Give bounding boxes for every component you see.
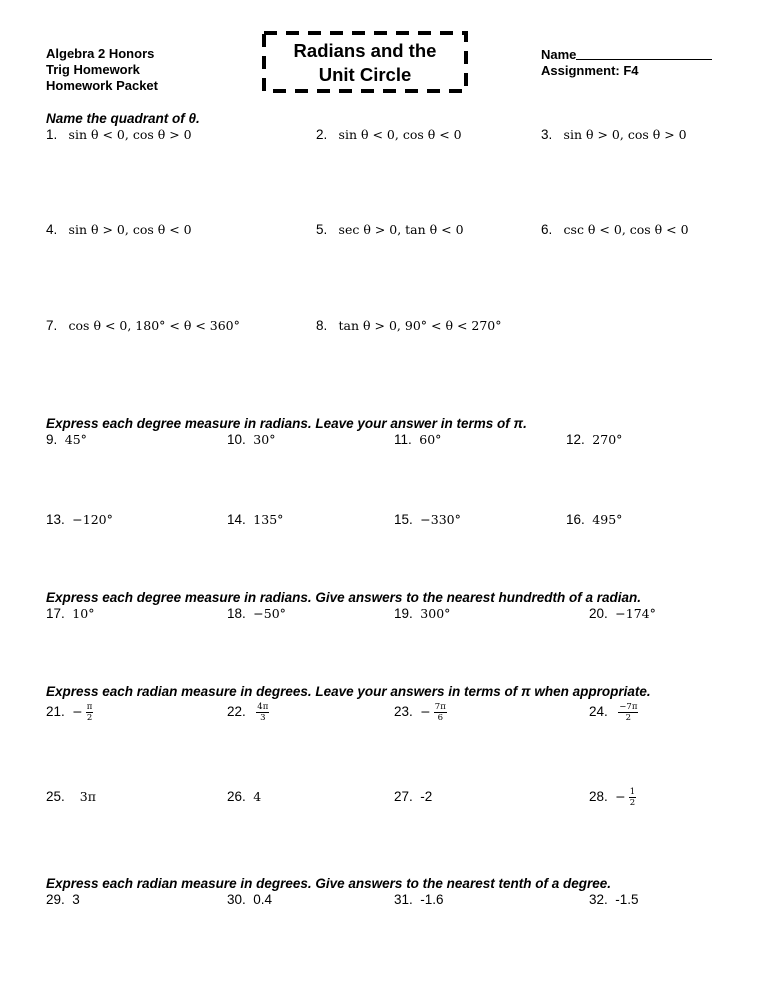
problem-number: 1. <box>46 127 58 142</box>
problem-expression: cos θ < 0, 180° < θ < 360° <box>68 318 240 333</box>
problem-expression: sin θ < 0, cos θ < 0 <box>338 127 462 142</box>
fraction <box>86 702 94 723</box>
numerator: 1 <box>629 787 636 797</box>
problem-5 <box>316 222 464 238</box>
problem-expression: 270° <box>592 432 623 447</box>
problem-number: 26. <box>227 789 246 804</box>
problem-10 <box>227 432 275 448</box>
problem-expression: −50° <box>253 606 286 621</box>
problem-number: 3. <box>541 127 553 142</box>
problem-14 <box>227 512 283 528</box>
problem-number: 28. <box>589 789 608 805</box>
problem-number: 21. <box>46 704 65 720</box>
fraction <box>434 702 447 723</box>
problem-expression: csc θ < 0, cos θ < 0 <box>563 222 689 237</box>
problem-number: 23. <box>394 704 413 720</box>
problem-expression: 3π <box>79 789 96 804</box>
problem-11 <box>394 432 441 448</box>
problem-expression: 300° <box>420 606 451 621</box>
problem-number: 17. <box>46 606 65 621</box>
problem-12 <box>566 432 622 448</box>
problem-number: 29. <box>46 892 65 907</box>
problem-expression: 45° <box>64 432 87 447</box>
problem-number: 16. <box>566 512 585 527</box>
assignment-label: Assignment: F4 <box>541 63 639 78</box>
problem-number: 20. <box>589 606 608 621</box>
problem-26 <box>227 789 261 805</box>
problem-number: 13. <box>46 512 65 527</box>
problem-expression: 3 <box>72 892 80 907</box>
problem-expression: 4 <box>253 789 262 804</box>
numerator: 4π <box>257 702 269 712</box>
problem-number: 19. <box>394 606 413 621</box>
problem-29 <box>46 892 80 908</box>
problem-expression: 495° <box>592 512 623 527</box>
denominator: 2 <box>629 798 636 808</box>
problem-16 <box>566 512 622 528</box>
fraction <box>618 702 638 723</box>
problem-13 <box>46 512 113 528</box>
problem-25 <box>46 789 96 805</box>
problem-number: 18. <box>227 606 246 621</box>
problem-expression: -1.5 <box>615 892 639 907</box>
section-heading-degrees-tenth: Express each radian measure in degrees. Give answers to the nearest tenth of a degree. <box>46 876 611 891</box>
problem-number: 8. <box>316 318 328 333</box>
section-heading-radians-pi: Express each degree measure in radians. Leave your answer in terms of π. <box>46 416 527 431</box>
problem-28 <box>589 787 637 808</box>
denominator: 2 <box>86 713 93 723</box>
problem-number: 24. <box>589 704 608 720</box>
problem-1 <box>46 127 192 143</box>
problem-27 <box>394 789 432 805</box>
denominator: 6 <box>437 713 443 723</box>
problem-3 <box>541 127 687 143</box>
problem-8 <box>316 318 502 334</box>
problem-21 <box>46 702 94 723</box>
problem-number: 9. <box>46 432 58 447</box>
problem-expression: sec θ > 0, tan θ < 0 <box>338 222 464 237</box>
title-line-2: Unit Circle <box>318 64 412 85</box>
problem-2 <box>316 127 462 143</box>
problem-24 <box>589 702 639 723</box>
problem-expression: tan θ > 0, 90° < θ < 270° <box>338 318 502 333</box>
fraction <box>256 702 269 723</box>
section-heading-degrees-pi: Express each radian measure in degrees. Leave your answers in terms of π when appropriate. <box>46 684 651 699</box>
problem-expression: sin θ < 0, cos θ > 0 <box>68 127 192 142</box>
problem-number: 6. <box>541 222 553 237</box>
numerator: −7π <box>619 702 638 712</box>
problem-expression: −174° <box>615 606 656 621</box>
problem-number: 30. <box>227 892 246 907</box>
packet-label: Homework Packet <box>46 78 158 93</box>
problem-18 <box>227 606 286 622</box>
student-info <box>541 46 712 79</box>
problem-number: 15. <box>394 512 413 527</box>
problem-number: 2. <box>316 127 328 142</box>
problem-number: 4. <box>46 222 58 237</box>
denominator: 3 <box>260 713 266 723</box>
fraction <box>629 787 636 808</box>
problem-expression: 60° <box>419 432 442 447</box>
negative-sign: − <box>420 704 431 720</box>
homework-type: Trig Homework <box>46 62 140 77</box>
problem-expression: -1.6 <box>420 892 444 907</box>
course-name: Algebra 2 Honors <box>46 46 155 61</box>
problem-number: 7. <box>46 318 58 333</box>
negative-sign: − <box>72 704 83 720</box>
problem-9 <box>46 432 87 448</box>
problem-number: 14. <box>227 512 246 527</box>
problem-20 <box>589 606 656 622</box>
numerator: π <box>86 702 93 712</box>
problem-30 <box>227 892 272 908</box>
section-heading-quadrant: Name the quadrant of θ. <box>46 111 200 126</box>
problem-number: 32. <box>589 892 608 907</box>
name-field <box>541 46 712 63</box>
problem-expression: −330° <box>420 512 461 527</box>
problem-17 <box>46 606 94 622</box>
course-info <box>46 46 158 94</box>
problem-7 <box>46 318 240 334</box>
problem-19 <box>394 606 450 622</box>
problem-expression: sin θ > 0, cos θ < 0 <box>68 222 192 237</box>
problem-23 <box>394 702 448 723</box>
problem-expression: -2 <box>420 789 433 804</box>
numerator: 7π <box>434 702 446 712</box>
problem-number: 11. <box>394 432 412 447</box>
title-box <box>262 31 468 93</box>
problem-number: 25. <box>46 789 65 804</box>
denominator: 2 <box>625 713 632 723</box>
name-label: Name <box>541 47 577 62</box>
title-line-1: Radians and the <box>293 40 437 61</box>
problem-4 <box>46 222 192 238</box>
problem-expression: −120° <box>72 512 113 527</box>
problem-number: 31. <box>394 892 413 907</box>
name-blank <box>576 46 712 60</box>
problem-15 <box>394 512 461 528</box>
negative-sign: − <box>615 789 626 805</box>
problem-number: 27. <box>394 789 413 804</box>
problem-expression: sin θ > 0, cos θ > 0 <box>563 127 687 142</box>
problem-31 <box>394 892 444 908</box>
page-title <box>262 39 468 87</box>
problem-number: 12. <box>566 432 585 447</box>
problem-expression: 10° <box>72 606 95 621</box>
problem-6 <box>541 222 689 238</box>
problem-number: 10. <box>227 432 246 447</box>
problem-expression: 30° <box>253 432 276 447</box>
problem-22 <box>227 702 270 723</box>
problem-number: 22. <box>227 704 246 720</box>
problem-32 <box>589 892 639 908</box>
problem-number: 5. <box>316 222 328 237</box>
problem-expression: 135° <box>253 512 284 527</box>
problem-expression: 0.4 <box>253 892 273 907</box>
section-heading-radians-hundredth: Express each degree measure in radians. Give answers to the nearest hundredth of a radian. <box>46 590 641 605</box>
